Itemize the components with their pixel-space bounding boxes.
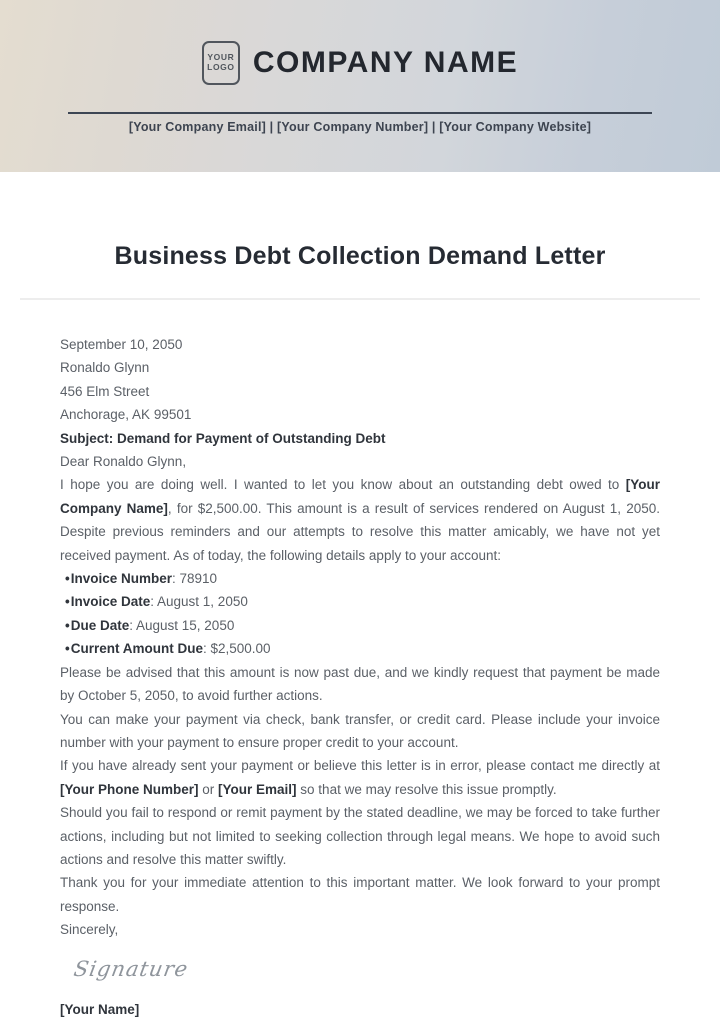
company-name: COMPANY NAME	[252, 46, 519, 79]
detail-bullet-item	[60, 637, 660, 660]
detail-bullet-item	[60, 614, 660, 637]
paragraph-intro: I hope you are doing well. I wanted to let you know about an outstanding debt owed to [Your Company Name], for $2,500.00. This amount is a result of services rendered on August 1, 2050. Despite previous reminders and our attempts to resolve this matter amicably, we have not yet received payment. As of today, the following details apply to your account:	[60, 477, 660, 563]
letter-body	[60, 333, 660, 1019]
detail-value: : August 1, 2050	[150, 594, 248, 610]
header-divider	[68, 112, 652, 114]
logo-row	[0, 0, 720, 85]
letterhead	[0, 0, 720, 172]
paragraph-legal-warning: Should you fail to respond or remit payment by the stated deadline, we may be forced to take further actions, including but not limited to seeking collection through legal means. We hope to avoid such actions and resolve this matter swiftly.	[60, 805, 660, 867]
subject-line: Subject: Demand for Payment of Outstanding Debt	[60, 430, 386, 446]
closing-line: Sincerely,	[60, 922, 119, 938]
detail-label: Invoice Date	[70, 594, 151, 610]
date-line: September 10, 2050	[60, 337, 183, 352]
salutation-line: Dear Ronaldo Glynn,	[60, 454, 187, 470]
paragraph-contact: If you have already sent your payment or believe this letter is in error, please contact me directly at [Your Phone Number] or [Your Email] so that we may resolve this issue promptly.	[60, 758, 660, 797]
company-contact-line: [Your Company Email] | [Your Company Number] | [Your Company Website]	[128, 120, 592, 134]
paragraph-past-due: Please be advised that this amount is now past due, and we kindly request that payment be made by October 5, 2050, to avoid further actions.	[60, 664, 660, 704]
detail-value: : $2,500.00	[202, 641, 271, 657]
detail-bullet-item	[60, 567, 660, 590]
signer-name: [Your Name]	[60, 1001, 140, 1017]
recipient-street-line: 456 Elm Street	[60, 383, 150, 399]
signature-script: Signature	[72, 956, 191, 981]
recipient-name-line: Ronaldo Glynn	[60, 360, 150, 376]
logo-text-line1: YOUR	[207, 52, 235, 63]
title-divider	[20, 298, 700, 300]
letter-title: Business Debt Collection Demand Letter	[114, 242, 606, 270]
detail-label: Due Date	[70, 617, 130, 633]
paragraph-payment-methods: You can make your payment via check, bank transfer, or credit card. Please include your invoice number with your payment to ensure proper credit to your account.	[60, 711, 660, 750]
paragraph-thanks: Thank you for your immediate attention to this important matter. We look forward to your prompt response.	[60, 875, 660, 914]
detail-label: Invoice Number	[70, 571, 173, 587]
logo-text-line2: LOGO	[207, 62, 235, 72]
detail-value: : 78910	[172, 571, 218, 587]
company-logo-icon	[202, 41, 240, 85]
detail-label: Current Amount Due	[70, 641, 203, 657]
recipient-city-line: Anchorage, AK 99501	[60, 407, 192, 423]
details-list	[60, 567, 660, 661]
detail-bullet-item	[60, 590, 660, 613]
detail-value: : August 15, 2050	[129, 617, 235, 633]
